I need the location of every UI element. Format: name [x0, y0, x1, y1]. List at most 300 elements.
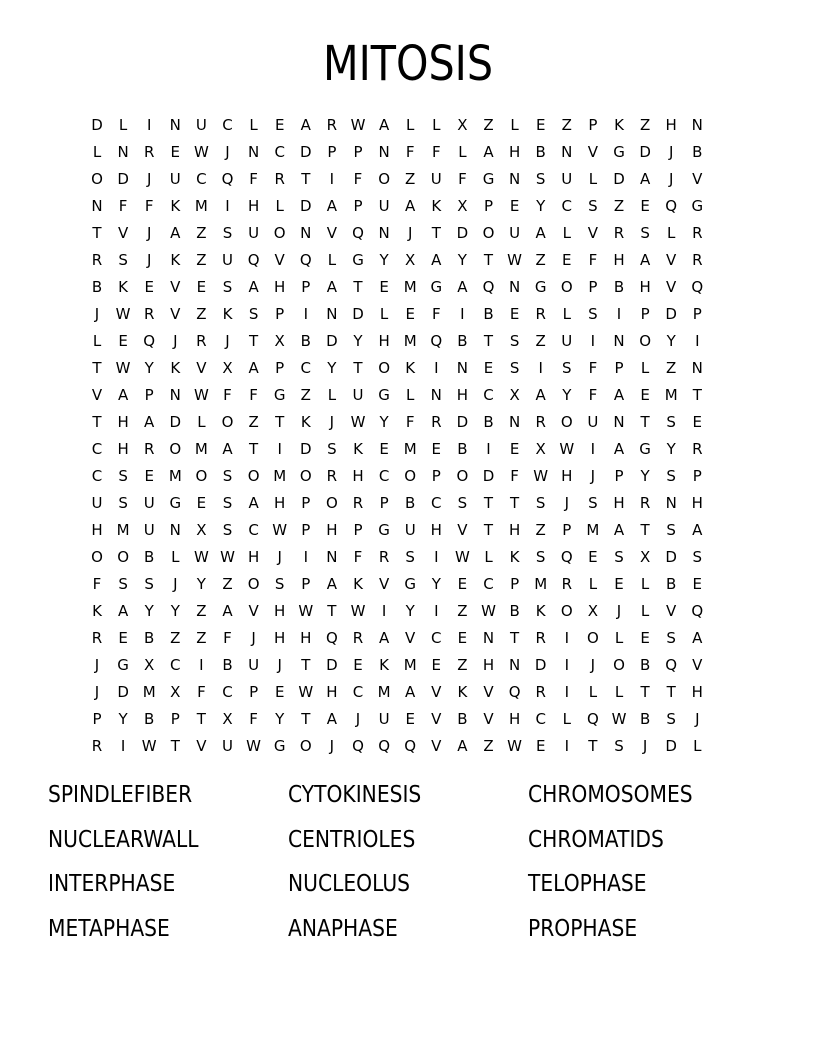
- grid-letter: O: [613, 656, 625, 674]
- grid-letter: Z: [483, 116, 494, 134]
- grid-letter: Y: [562, 386, 572, 404]
- grid-letter: X: [274, 332, 285, 350]
- grid-letter: K: [353, 440, 363, 458]
- grid-letter: K: [170, 359, 181, 377]
- grid-letter: L: [118, 116, 128, 134]
- grid-letter: H: [247, 197, 260, 215]
- grid-letter: R: [692, 251, 703, 269]
- grid-letter: P: [640, 305, 650, 323]
- grid-letter: N: [691, 359, 703, 377]
- grid-letter: T: [483, 251, 494, 269]
- grid-letter: V: [431, 737, 442, 755]
- grid-letter: S: [405, 548, 415, 566]
- grid-letter: Y: [170, 602, 180, 620]
- grid-letter: V: [196, 359, 207, 377]
- grid-letter: S: [666, 629, 676, 647]
- grid-letter: T: [249, 332, 259, 350]
- grid-letter: B: [144, 548, 155, 566]
- grid-letter: B: [483, 413, 494, 431]
- grid-letter: I: [460, 305, 465, 323]
- grid-letter: A: [117, 602, 129, 620]
- grid-letter: U: [587, 413, 599, 431]
- grid-letter: M: [116, 521, 130, 539]
- grid-row: [84, 652, 734, 679]
- grid-letter: E: [118, 629, 128, 647]
- grid-letter: A: [248, 278, 259, 296]
- grid-letter: B: [613, 278, 625, 296]
- grid-letter: A: [326, 278, 338, 296]
- grid-letter: E: [509, 440, 520, 458]
- grid-letter: B: [639, 710, 651, 728]
- grid-row: [84, 166, 734, 193]
- grid-letter: I: [695, 332, 700, 350]
- grid-letter: J: [695, 710, 700, 728]
- grid-letter: U: [561, 332, 573, 350]
- grid-letter: H: [117, 440, 129, 458]
- grid-letter: F: [197, 683, 206, 701]
- grid-letter: S: [274, 575, 285, 593]
- grid-letter: Y: [327, 359, 337, 377]
- grid-letter: O: [586, 629, 599, 647]
- grid-letter: F: [353, 548, 363, 566]
- grid-letter: H: [430, 521, 442, 539]
- grid-letter: L: [510, 116, 519, 134]
- grid-letter: O: [560, 413, 573, 431]
- grid-letter: U: [378, 197, 390, 215]
- grid-letter: T: [483, 332, 494, 350]
- grid-letter: T: [301, 656, 311, 674]
- grid-letter: L: [640, 359, 650, 377]
- grid-letter: Y: [666, 440, 676, 458]
- grid-letter: E: [196, 494, 207, 512]
- grid-letter: P: [301, 494, 311, 512]
- grid-letter: U: [352, 386, 364, 404]
- grid-letter: A: [483, 143, 494, 161]
- grid-letter: O: [91, 170, 103, 188]
- grid-letter: J: [407, 224, 413, 242]
- word-list-item: CHROMOSOMES: [528, 782, 693, 808]
- grid-letter: H: [508, 710, 521, 728]
- grid-letter: N: [91, 197, 103, 215]
- grid-letter: E: [405, 305, 415, 323]
- grid-row: [84, 220, 734, 247]
- grid-letter: R: [274, 170, 285, 188]
- grid-letter: Z: [639, 116, 651, 134]
- grid-letter: E: [431, 440, 442, 458]
- grid-letter: F: [144, 197, 154, 215]
- grid-letter: H: [274, 602, 286, 620]
- grid-letter: H: [665, 116, 677, 134]
- grid-letter: Y: [666, 332, 676, 350]
- grid-letter: V: [405, 629, 416, 647]
- grid-letter: A: [405, 197, 416, 215]
- grid-letter: K: [300, 413, 311, 431]
- grid-letter: T: [483, 521, 494, 539]
- grid-letter: Z: [222, 575, 233, 593]
- grid-letter: L: [379, 305, 389, 323]
- grid-letter: K: [457, 683, 468, 701]
- grid-letter: I: [486, 440, 491, 458]
- grid-letter: Z: [300, 386, 311, 404]
- grid-letter: T: [640, 413, 650, 431]
- grid-letter: X: [144, 656, 155, 674]
- grid-letter: R: [535, 683, 546, 701]
- word-list-item: NUCLEOLUS: [288, 871, 411, 897]
- grid-letter: A: [613, 521, 625, 539]
- grid-letter: H: [561, 467, 573, 485]
- grid-letter: E: [614, 575, 624, 593]
- grid-row: [84, 706, 734, 733]
- grid-letter: G: [117, 656, 129, 674]
- grid-letter: L: [693, 737, 702, 755]
- grid-letter: K: [535, 602, 546, 620]
- grid-letter: C: [352, 683, 364, 701]
- grid-letter: Y: [379, 413, 389, 431]
- grid-letter: N: [300, 224, 312, 242]
- grid-letter: V: [248, 602, 259, 620]
- grid-letter: J: [642, 737, 648, 755]
- grid-letter: U: [91, 494, 103, 512]
- grid-row: [84, 625, 734, 652]
- grid-letter: R: [143, 305, 155, 323]
- grid-letter: H: [274, 278, 286, 296]
- grid-letter: T: [301, 170, 311, 188]
- grid-letter: Q: [143, 332, 156, 350]
- grid-letter: I: [199, 656, 204, 674]
- grid-letter: H: [247, 548, 260, 566]
- grid-letter: S: [562, 359, 572, 377]
- grid-letter: P: [301, 575, 311, 593]
- grid-letter: P: [353, 197, 363, 215]
- grid-letter: W: [454, 548, 470, 566]
- grid-letter: Q: [430, 332, 443, 350]
- grid-letter: V: [326, 224, 338, 242]
- grid-letter: T: [510, 494, 520, 512]
- grid-letter: L: [588, 683, 598, 701]
- grid-letter: I: [434, 548, 439, 566]
- grid-letter: J: [616, 602, 622, 620]
- grid-letter: V: [117, 224, 129, 242]
- grid-letter: P: [692, 467, 702, 485]
- grid-letter: V: [587, 224, 599, 242]
- grid-letter: W: [507, 737, 523, 755]
- grid-letter: G: [613, 143, 625, 161]
- grid-letter: I: [434, 602, 439, 620]
- grid-letter: G: [691, 197, 704, 215]
- grid-letter: P: [301, 521, 311, 539]
- grid-letter: W: [298, 602, 314, 620]
- grid-letter: V: [431, 710, 442, 728]
- grid-letter: S: [118, 575, 128, 593]
- grid-letter: R: [535, 629, 546, 647]
- grid-letter: B: [457, 710, 468, 728]
- grid-letter: S: [535, 548, 546, 566]
- grid-letter: L: [406, 116, 415, 134]
- grid-letter: S: [666, 710, 676, 728]
- grid-letter: R: [692, 440, 703, 458]
- grid-letter: G: [378, 386, 390, 404]
- grid-letter: W: [193, 386, 209, 404]
- grid-letter: J: [668, 143, 674, 161]
- grid-letter: Y: [118, 710, 128, 728]
- grid-letter: E: [457, 629, 468, 647]
- grid-letter: Y: [353, 332, 363, 350]
- grid-letter: W: [193, 143, 209, 161]
- grid-letter: E: [535, 737, 546, 755]
- grid-letter: V: [91, 386, 103, 404]
- grid-letter: W: [533, 467, 549, 485]
- grid-letter: D: [300, 440, 312, 458]
- grid-letter: L: [588, 170, 598, 188]
- grid-letter: Q: [404, 737, 417, 755]
- grid-letter: S: [666, 521, 676, 539]
- grid-letter: V: [692, 656, 703, 674]
- grid-letter: Q: [665, 197, 678, 215]
- grid-letter: D: [326, 332, 338, 350]
- grid-letter: C: [248, 521, 259, 539]
- grid-letter: X: [535, 440, 546, 458]
- grid-letter: U: [222, 251, 233, 269]
- grid-row: [84, 382, 734, 409]
- grid-letter: O: [560, 278, 573, 296]
- grid-letter: E: [640, 386, 650, 404]
- grid-letter: Y: [457, 251, 467, 269]
- grid-letter: P: [614, 359, 624, 377]
- grid-letter: A: [300, 116, 311, 134]
- grid-row: [84, 679, 734, 706]
- grid-letter: L: [327, 251, 337, 269]
- grid-letter: A: [613, 386, 625, 404]
- grid-letter: X: [196, 521, 207, 539]
- grid-letter: N: [508, 656, 521, 674]
- grid-letter: N: [482, 629, 495, 647]
- grid-letter: C: [274, 143, 285, 161]
- grid-letter: J: [590, 467, 596, 485]
- grid-letter: J: [94, 656, 100, 674]
- grid-letter: L: [667, 224, 676, 242]
- grid-letter: B: [300, 332, 311, 350]
- grid-row: [84, 139, 734, 166]
- grid-letter: J: [355, 710, 361, 728]
- grid-letter: I: [590, 332, 596, 350]
- grid-letter: W: [481, 602, 496, 620]
- grid-letter: I: [434, 359, 439, 377]
- grid-letter: W: [559, 440, 575, 458]
- grid-letter: L: [562, 224, 571, 242]
- grid-letter: M: [194, 197, 208, 215]
- grid-letter: R: [91, 251, 103, 269]
- grid-letter: R: [326, 116, 338, 134]
- grid-letter: Z: [405, 170, 416, 188]
- grid-letter: C: [535, 710, 546, 728]
- grid-letter: E: [118, 332, 128, 350]
- grid-letter: B: [535, 143, 546, 161]
- grid-letter: R: [431, 413, 442, 431]
- grid-letter: H: [456, 386, 469, 404]
- grid-letter: Q: [352, 737, 364, 755]
- grid-letter: G: [639, 440, 651, 458]
- letter-grid: [84, 112, 734, 760]
- grid-letter: I: [329, 170, 335, 188]
- grid-letter: A: [639, 251, 651, 269]
- grid-letter: T: [431, 224, 441, 242]
- grid-letter: O: [247, 575, 260, 593]
- grid-letter: S: [222, 278, 233, 296]
- grid-letter: M: [403, 332, 417, 350]
- grid-row: [84, 409, 734, 436]
- grid-letter: D: [352, 305, 364, 323]
- grid-letter: J: [225, 332, 230, 350]
- grid-letter: J: [564, 494, 570, 512]
- grid-letter: J: [277, 548, 282, 566]
- grid-letter: E: [457, 575, 468, 593]
- grid-letter: W: [350, 602, 366, 620]
- grid-letter: L: [432, 116, 441, 134]
- grid-letter: C: [561, 197, 573, 215]
- grid-letter: A: [326, 710, 338, 728]
- grid-letter: I: [564, 737, 570, 755]
- grid-letter: U: [404, 521, 416, 539]
- grid-letter: N: [561, 143, 573, 161]
- grid-letter: L: [640, 575, 650, 593]
- grid-letter: I: [225, 197, 230, 215]
- grid-letter: S: [535, 494, 546, 512]
- grid-letter: S: [248, 305, 259, 323]
- grid-letter: S: [614, 548, 624, 566]
- grid-letter: N: [430, 386, 442, 404]
- grid-letter: F: [223, 629, 232, 647]
- grid-letter: P: [249, 683, 259, 701]
- grid-letter: C: [222, 683, 233, 701]
- word-list-item: INTERPHASE: [48, 871, 176, 897]
- grid-letter: N: [247, 143, 260, 161]
- grid-letter: W: [350, 116, 366, 134]
- grid-letter: Q: [325, 629, 338, 647]
- grid-letter: V: [692, 170, 703, 188]
- grid-letter: J: [277, 656, 282, 674]
- grid-letter: E: [353, 656, 363, 674]
- grid-letter: P: [170, 710, 180, 728]
- grid-letter: H: [482, 656, 495, 674]
- grid-letter: V: [666, 278, 677, 296]
- grid-letter: T: [249, 440, 259, 458]
- grid-letter: F: [431, 305, 441, 323]
- grid-letter: H: [613, 494, 625, 512]
- grid-letter: E: [431, 656, 442, 674]
- grid-letter: R: [535, 305, 546, 323]
- word-list-item: CHROMATIDS: [528, 826, 664, 853]
- grid-letter: X: [457, 116, 468, 134]
- grid-letter: V: [483, 683, 494, 701]
- grid-letter: U: [222, 737, 233, 755]
- grid-row: [84, 733, 734, 760]
- grid-letter: V: [274, 251, 285, 269]
- grid-letter: P: [510, 575, 520, 593]
- grid-letter: O: [404, 467, 417, 485]
- grid-letter: R: [535, 413, 546, 431]
- grid-letter: L: [458, 143, 467, 161]
- grid-letter: S: [222, 224, 233, 242]
- grid-letter: D: [456, 413, 469, 431]
- word-list-item: NUCLEARWALL: [48, 826, 199, 853]
- grid-letter: Z: [196, 224, 207, 242]
- grid-letter: Z: [457, 602, 468, 620]
- grid-letter: S: [588, 305, 598, 323]
- grid-letter: E: [144, 467, 154, 485]
- grid-letter: H: [639, 278, 651, 296]
- grid-letter: A: [326, 197, 338, 215]
- grid-letter: T: [92, 359, 102, 377]
- grid-letter: B: [457, 332, 468, 350]
- grid-letter: G: [430, 278, 443, 296]
- grid-letter: T: [692, 386, 702, 404]
- grid-letter: T: [353, 359, 363, 377]
- grid-letter: O: [273, 224, 286, 242]
- grid-letter: S: [222, 521, 233, 539]
- grid-letter: H: [378, 332, 390, 350]
- grid-letter: D: [613, 170, 625, 188]
- grid-letter: Z: [535, 521, 546, 539]
- grid-letter: B: [639, 656, 651, 674]
- grid-letter: D: [665, 548, 677, 566]
- grid-letter: N: [378, 224, 390, 242]
- grid-letter: A: [248, 359, 259, 377]
- grid-letter: S: [535, 170, 546, 188]
- grid-letter: M: [403, 440, 417, 458]
- grid-letter: L: [171, 548, 180, 566]
- grid-letter: N: [613, 413, 625, 431]
- grid-letter: U: [195, 116, 207, 134]
- grid-letter: P: [327, 143, 337, 161]
- word-list-item: CYTOKINESIS: [288, 782, 422, 808]
- grid-letter: A: [326, 575, 338, 593]
- grid-letter: V: [666, 602, 677, 620]
- grid-letter: H: [352, 467, 364, 485]
- grid-letter: Z: [457, 656, 468, 674]
- grid-letter: S: [118, 251, 128, 269]
- grid-letter: R: [378, 548, 390, 566]
- grid-letter: V: [587, 143, 599, 161]
- grid-letter: T: [327, 602, 337, 620]
- grid-letter: T: [92, 413, 102, 431]
- grid-letter: W: [350, 413, 366, 431]
- grid-letter: O: [169, 440, 182, 458]
- grid-letter: E: [196, 278, 207, 296]
- grid-letter: D: [665, 737, 677, 755]
- grid-letter: I: [564, 656, 570, 674]
- grid-letter: A: [457, 278, 468, 296]
- grid-letter: M: [194, 440, 208, 458]
- grid-letter: F: [223, 386, 232, 404]
- grid-letter: S: [457, 494, 468, 512]
- grid-letter: T: [92, 224, 102, 242]
- grid-letter: E: [509, 197, 520, 215]
- grid-letter: G: [352, 251, 364, 269]
- grid-letter: K: [379, 656, 390, 674]
- grid-letter: V: [196, 737, 207, 755]
- grid-letter: R: [196, 332, 207, 350]
- grid-letter: F: [588, 251, 598, 269]
- grid-letter: F: [249, 386, 258, 404]
- grid-letter: B: [483, 305, 494, 323]
- grid-letter: L: [92, 332, 102, 350]
- grid-letter: F: [118, 197, 128, 215]
- grid-letter: A: [692, 521, 703, 539]
- grid-letter: V: [457, 521, 468, 539]
- grid-letter: U: [430, 170, 442, 188]
- grid-letter: U: [143, 521, 155, 539]
- grid-letter: O: [91, 548, 103, 566]
